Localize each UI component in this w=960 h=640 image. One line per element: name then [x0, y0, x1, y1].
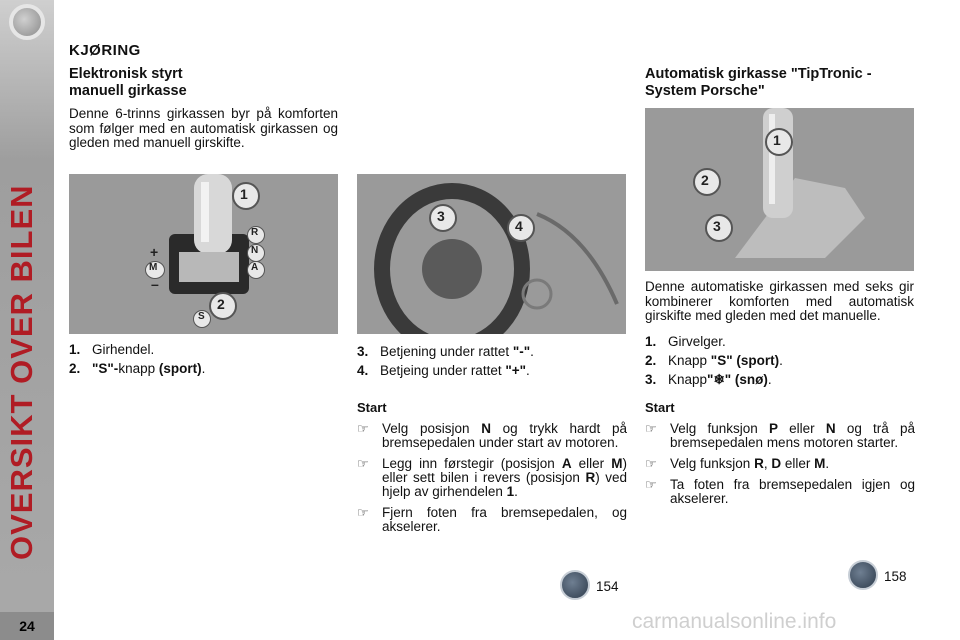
- bullet-item: ☞ Velg posisjon N og trykk hardt på bremsepedalen under start av motoren.: [357, 421, 627, 450]
- left-heading-line2: manuell girkasse: [69, 83, 187, 99]
- plus-label: +: [150, 244, 159, 260]
- list-item: 2. Knapp "S" (sport).: [645, 353, 783, 368]
- arrow-circle-icon[interactable]: [560, 570, 590, 600]
- pointing-hand-icon: ☞: [357, 421, 369, 436]
- sidebar-title: OVERSIKT OVER BILEN: [4, 184, 39, 560]
- pointing-hand-icon: ☞: [645, 421, 657, 436]
- pointing-hand-icon: ☞: [645, 456, 657, 471]
- middle-start-label: Start: [357, 400, 387, 415]
- bullet-item: ☞ Fjern foten fra bremsepedalen, og akselerer.: [357, 505, 627, 534]
- right-heading-line2: System Porsche": [645, 83, 765, 99]
- m-label: M: [149, 262, 158, 273]
- right-start-label: Start: [645, 400, 675, 415]
- watermark: carmanualsonline.info: [632, 610, 837, 633]
- right-bullets: [645, 422, 915, 513]
- brand-logo-icon: [9, 4, 45, 40]
- callout-3-label: 3: [437, 208, 445, 224]
- left-intro: Denne 6-trinns girkassen byr på komforten som følger med en automatisk girkassen og gleden med manuell girskifte.: [69, 106, 338, 150]
- pointing-hand-icon: ☞: [645, 477, 657, 492]
- minus-label: –: [151, 276, 159, 292]
- pointing-hand-icon: ☞: [357, 505, 369, 520]
- n-label: N: [251, 245, 259, 256]
- section-title: KJØRING: [69, 42, 141, 59]
- left-heading: [69, 66, 187, 100]
- callout-2-label: 2: [701, 172, 709, 188]
- list-item: 1. Girvelger.: [645, 334, 726, 349]
- left-heading-line1: Elektronisk styrt: [69, 66, 183, 82]
- steering-wheel-image: [357, 174, 626, 334]
- list-item: 2. "S"-knapp (sport).: [69, 361, 206, 376]
- left-list: [69, 340, 339, 378]
- bullet-item: ☞ Ta foten fra bremsepedalen igjen og akselerer.: [645, 477, 915, 506]
- s-label: S: [198, 311, 205, 322]
- page-number: 24: [0, 612, 54, 640]
- right-heading-line1: Automatisk girkasse "TipTronic -: [645, 66, 872, 82]
- bullet-item: ☞ Velg funksjon P eller N og trå på bremsepedalen mens motoren starter.: [645, 421, 915, 450]
- bullet-item: ☞ Legg inn førstegir (posisjon A eller M) eller sett bilen i revers (posisjon R) ved hjelp av girhendelen 1.: [357, 456, 627, 499]
- bullet-item: ☞ Velg funksjon R, D eller M.: [645, 456, 830, 471]
- list-item: 3. Betjening under rattet "-".: [357, 344, 534, 359]
- r-label: R: [251, 227, 259, 238]
- gear-lever-image: [69, 174, 338, 334]
- callout-2-label: 2: [217, 296, 225, 312]
- list-item: 3. Knapp"❄" (snø).: [645, 372, 772, 387]
- middle-bullets: [357, 422, 627, 541]
- pointing-hand-icon: ☞: [357, 456, 369, 471]
- list-item: 1. Girhendel.: [69, 342, 155, 357]
- right-heading: [645, 66, 872, 100]
- callout-1-label: 1: [240, 186, 248, 202]
- callout-3-label: 3: [713, 218, 721, 234]
- callout-4-label: 4: [515, 218, 523, 234]
- right-list: [645, 332, 915, 389]
- list-item: 4. Betjeing under rattet "+".: [357, 363, 530, 378]
- sidebar: [0, 0, 54, 640]
- middle-list: [357, 342, 627, 380]
- tiptronic-image: [645, 108, 914, 271]
- a-label: A: [251, 262, 259, 273]
- arrow-circle-icon[interactable]: [848, 560, 878, 590]
- callout-1-label: 1: [773, 132, 781, 148]
- right-intro: Denne automatiske girkassen med seks gir kombinerer komforten med automatisk girskifte med gleden med det manuelle.: [645, 279, 914, 323]
